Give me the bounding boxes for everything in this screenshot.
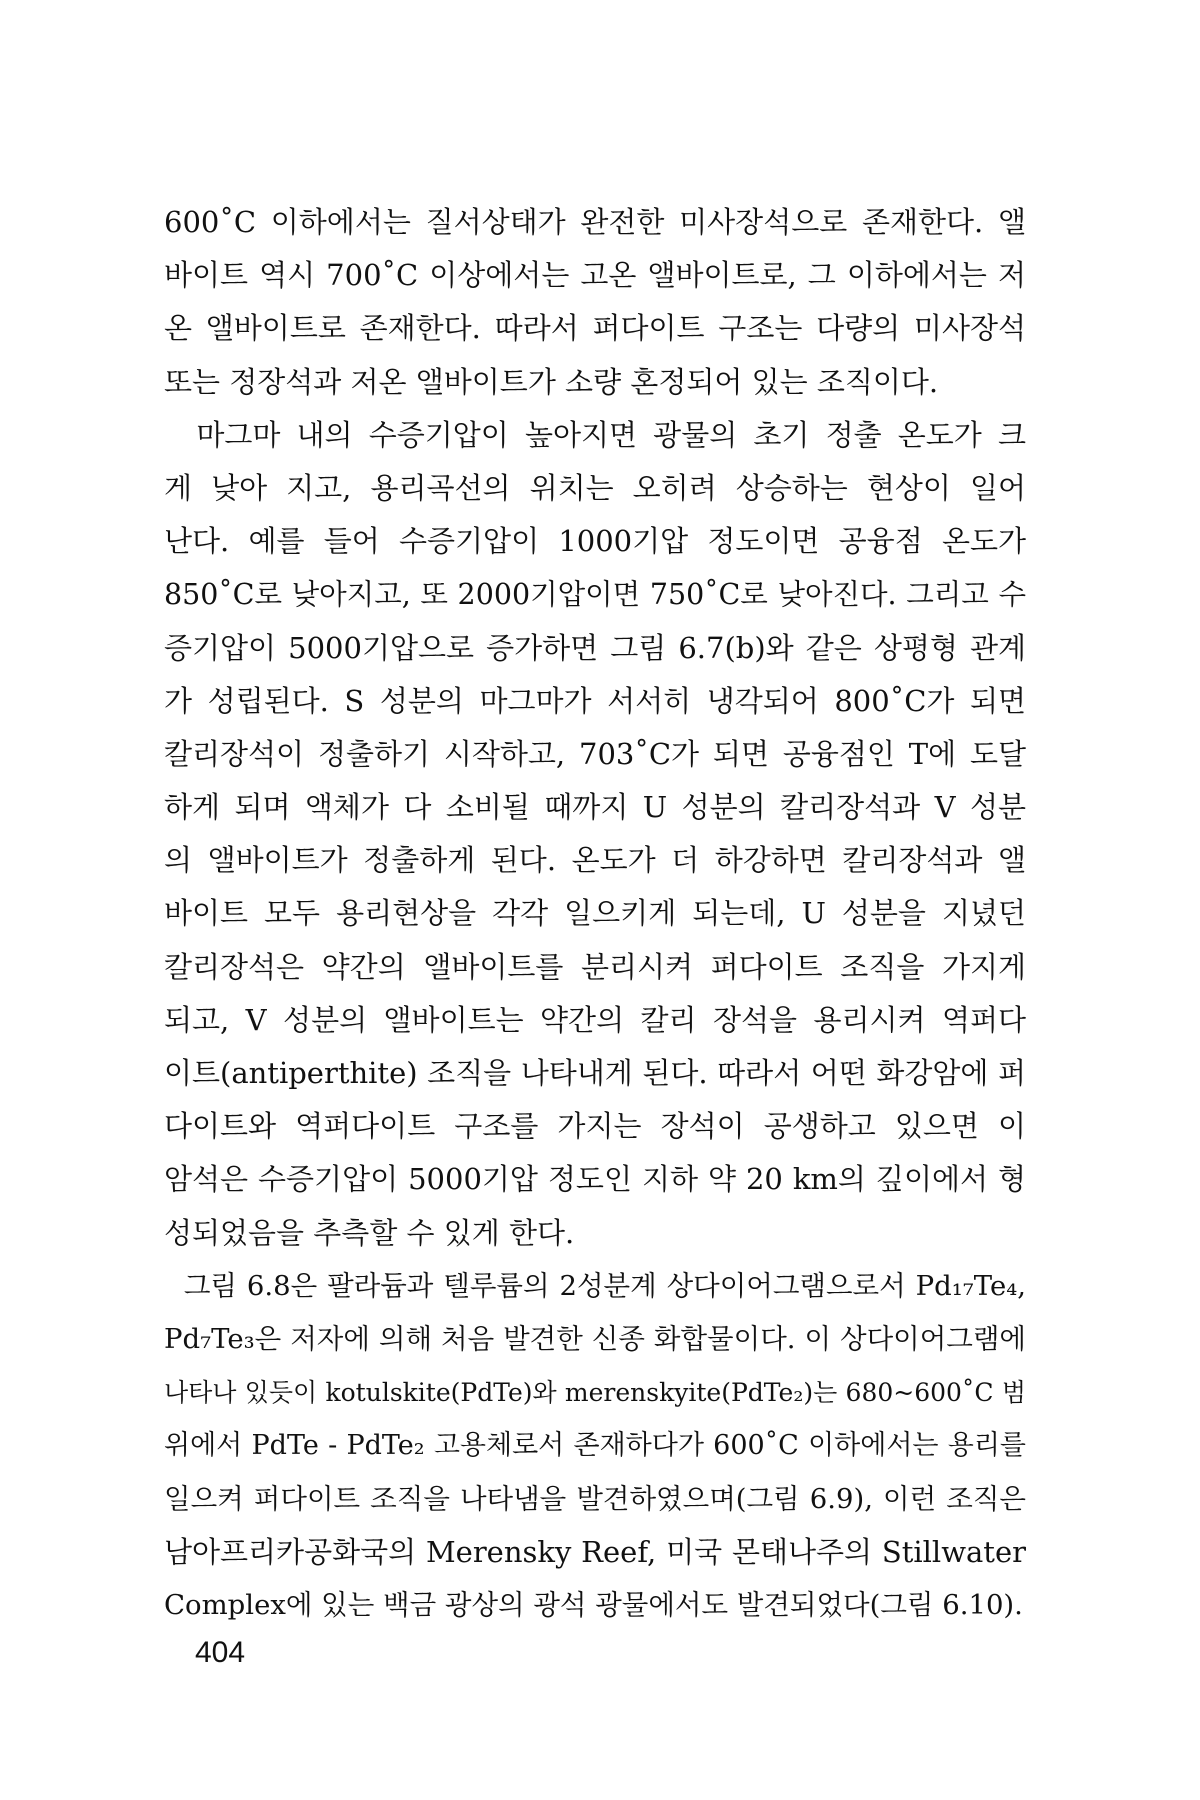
text-line: 바이트 역시 700˚C 이상에서는 고온 앨바이트로, 그 이하에서는 저 (164, 258, 1026, 293)
text-line: Pd₇Te₃은 저자에 의해 처음 발견한 신종 화합물이다. 이 상다이어그램에 (164, 1322, 1026, 1355)
text-line: 온 앨바이트로 존재한다. 따라서 퍼다이트 구조는 다량의 미사장석 (164, 311, 1026, 346)
text-line: 칼리장석이 정출하기 시작하고, 703˚C가 되면 공융점인 T에 도달 (164, 736, 1026, 771)
text-line: 난다. 예를 들어 수증기압이 1000기압 정도이면 공융점 온도가 (164, 524, 1026, 559)
text-line: 850˚C로 낮아지고, 또 2000기압이면 750˚C로 낮아진다. 그리고 수 (164, 578, 1026, 612)
page-number: 404 (195, 1636, 246, 1669)
text-line: 성되었음을 추측할 수 있게 한다. (164, 1215, 575, 1250)
text-line: 또는 정장석과 저온 앨바이트가 소량 혼정되어 있는 조직이다. (164, 364, 939, 399)
text-line: 의 앨바이트가 정출하게 된다. 온도가 더 하강하면 칼리장석과 앨 (164, 843, 1026, 878)
text-line: 다이트와 역퍼다이트 구조를 가지는 장석이 공생하고 있으면 이 (164, 1109, 1026, 1144)
text-line: 그림 6.8은 팔라듐과 텔루륨의 2성분계 상다이어그램으로서 Pd₁₇Te₄, (164, 1269, 1026, 1302)
body-text (164, 196, 1026, 1632)
text-line: 가 성립된다. S 성분의 마그마가 서서히 냉각되어 800˚C가 되면 (164, 683, 1026, 718)
text-line: 칼리장석은 약간의 앨바이트를 분리시켜 퍼다이트 조직을 가지게 (164, 949, 1026, 984)
text-line: Complex에 있는 백금 광상의 광석 광물에서도 발견되었다(그림 6.10). (164, 1588, 1023, 1621)
text-line: 600˚C 이하에서는 질서상태가 완전한 미사장석으로 존재한다. 앨 (164, 205, 1026, 239)
text-line: 하게 되며 액체가 다 소비될 때까지 U 성분의 칼리장석과 V 성분 (164, 790, 1026, 825)
text-line: 암석은 수증기압이 5000기압 정도인 지하 약 20 km의 깊이에서 형 (164, 1162, 1026, 1197)
text-line: 나타나 있듯이 kotulskite(PdTe)와 merenskyite(PdTe₂)는 680~600˚C 범 (164, 1378, 1026, 1408)
text-line: 남아프리카공화국의 Merensky Reef, 미국 몬태나주의 Stillwater (164, 1534, 1026, 1569)
text-line: 되고, V 성분의 앨바이트는 약간의 칼리 장석을 용리시켜 역퍼다 (164, 1002, 1026, 1037)
text-line: 게 낮아 지고, 용리곡선의 위치는 오히려 상승하는 현상이 일어 (164, 470, 1026, 505)
text-line: 증기압이 5000기압으로 증가하면 그림 6.7(b)와 같은 상평형 관계 (164, 630, 1026, 665)
text-line: 위에서 PdTe - PdTe₂ 고용체로서 존재하다가 600˚C 이하에서는 용리를 (164, 1430, 1026, 1462)
text-line: 일으켜 퍼다이트 조직을 나타냄을 발견하였으며(그림 6.9), 이런 조직은 (164, 1482, 1026, 1515)
text-line: 이트(antiperthite) 조직을 나타내게 된다. 따라서 어떤 화강암에 퍼 (164, 1056, 1026, 1090)
text-line: 바이트 모두 용리현상을 각각 일으키게 되는데, U 성분을 지녔던 (164, 896, 1026, 931)
text-line: 마그마 내의 수증기압이 높아지면 광물의 초기 정출 온도가 크 (164, 417, 1026, 452)
